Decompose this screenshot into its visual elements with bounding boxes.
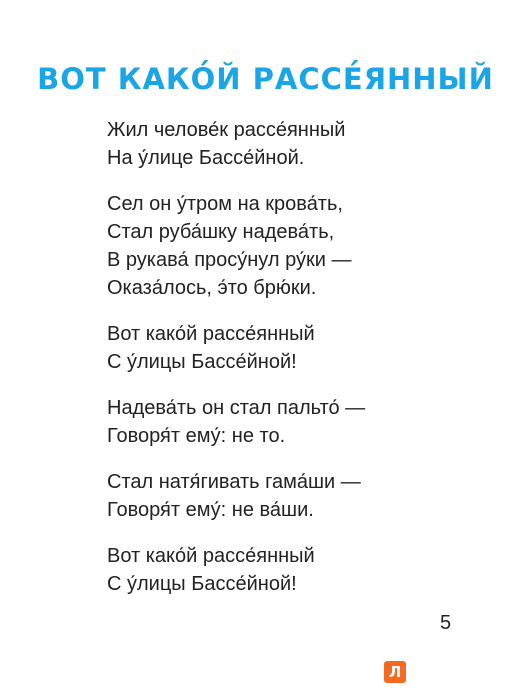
poem-line: Оказа́лось, э́то брю́ки. xyxy=(107,277,317,299)
stanza-1 xyxy=(107,116,467,172)
stanza-5 xyxy=(107,468,467,524)
page-title: ВОТ КАКО́Й РАССЕ́ЯННЫЙ xyxy=(37,62,494,96)
poem-line: Говоря́т ему́: не то. xyxy=(107,425,286,447)
stanza-6 xyxy=(107,542,467,598)
stanza-3 xyxy=(107,320,467,376)
poem-line: С у́лицы Бассе́йной! xyxy=(107,351,297,373)
litres-logo-icon: Л xyxy=(384,661,406,683)
poem-line: Говоря́т ему́: не ва́ши. xyxy=(107,499,314,521)
poem xyxy=(107,116,467,616)
poem-line: Жил челове́к рассе́янный xyxy=(107,119,346,141)
poem-line: Стал натя́гивать гама́ши — xyxy=(107,471,361,493)
poem-line: Сел он у́тром на крова́ть, xyxy=(107,193,343,215)
poem-line: Надева́ть он стал пальто́ — xyxy=(107,397,366,419)
poem-line: Вот како́й рассе́янный xyxy=(107,323,315,345)
stanza-2 xyxy=(107,190,467,302)
poem-line: Стал руба́шку надева́ть, xyxy=(107,221,335,243)
poem-line: Вот како́й рассе́янный xyxy=(107,545,315,567)
poem-line: В рукава́ просу́нул ру́ки — xyxy=(107,249,352,271)
stanza-4 xyxy=(107,394,467,450)
page-number: 5 xyxy=(440,612,452,634)
poem-line: С у́лицы Бассе́йной! xyxy=(107,573,297,595)
poem-line: На у́лице Бассе́йной. xyxy=(107,147,305,169)
